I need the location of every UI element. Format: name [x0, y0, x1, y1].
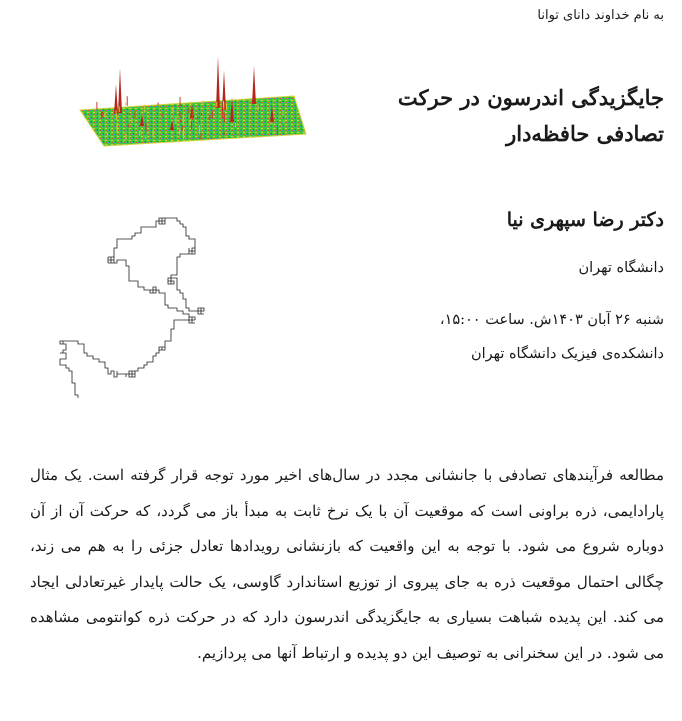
speaker-name: دکتر رضا سپهری نیا	[506, 209, 664, 231]
speaker-affiliation: دانشگاه تهران	[578, 260, 664, 276]
talk-title-line-1: جایگزیدگی اندرسون در حرکت	[397, 85, 664, 110]
surface-spike	[114, 84, 118, 114]
abstract-paragraph: مطالعه فرآیندهای تصادفی با جانشانی مجدد در سال‌های اخیر مورد توجه قرار گرفته است. یک مثال پارادایمی، ذره براونی است که موقعیت آن با یک نرخ ثابت به مبدأ باز می گردد، که حرکت آن از آن دوباره شروع می شود. با توجه به این واقعیت که بازنشانی رویدادها تعادل جزئی را به هم می زند، چگالی احتمال موقعیت ذره به جای پیروی از توزیع استاندارد گاوسی، یک حالت پایدار غیرتعادلی ایجاد می کند. این پدیده شباهت بسیاری به جایگزیدگی اندرسون دارد که در حرکت ذره کوانتومی مشاهده می شود. در این سخنرانی به توصیف این دو پدیده و ارتباط آنها می پردازیم.	[30, 466, 664, 662]
surface-spike	[252, 66, 256, 104]
surface-spike	[118, 68, 122, 113]
bismillah-header: به نام خداوند دانای توانا	[537, 8, 664, 23]
talk-title	[384, 80, 664, 152]
localization-surface-plot	[72, 18, 312, 148]
event-venue: دانشکده‌ی فیزیک دانشگاه تهران	[470, 346, 664, 362]
surface-spike	[216, 56, 220, 108]
talk-title-line-2: تصادفی حافظه‌دار	[506, 121, 664, 146]
event-datetime: شنبه ۲۶ آبان ۱۴۰۳ش. ساعت ۱۵:۰۰،	[439, 312, 664, 328]
random-walk-path-figure	[42, 200, 242, 405]
random-walk-trajectory	[60, 218, 204, 398]
